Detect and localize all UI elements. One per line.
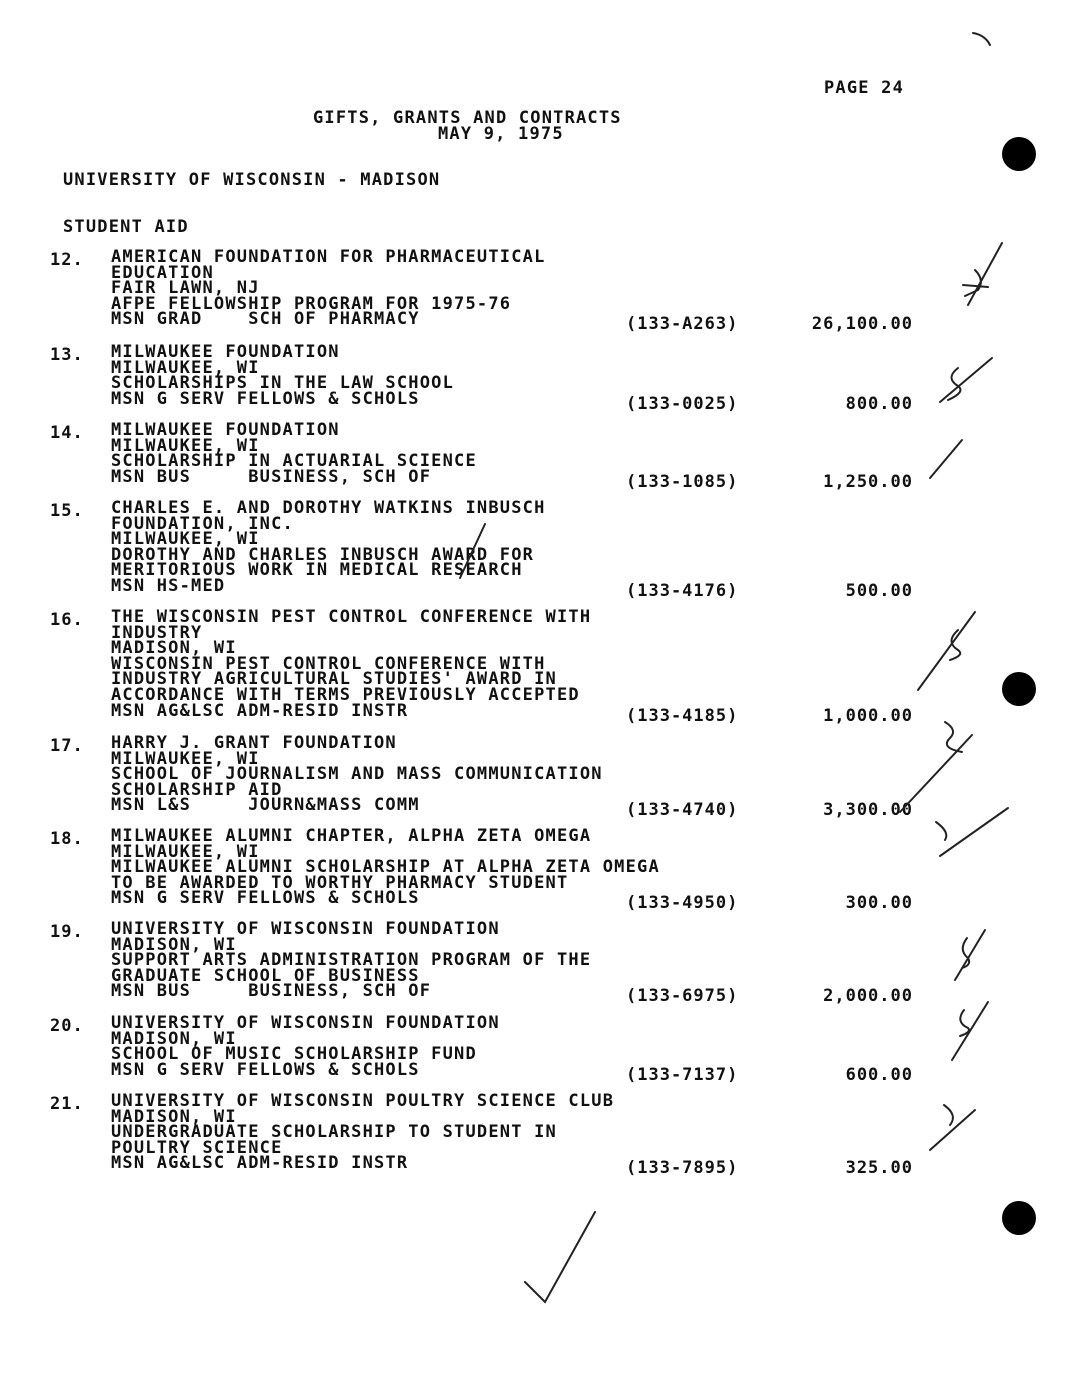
institution-name: UNIVERSITY OF WISCONSIN - MADISON — [63, 170, 441, 190]
item-line: AMERICAN FOUNDATION FOR PHARMACEUTICAL — [111, 247, 546, 267]
item-line: FAIR LAWN, NJ — [111, 278, 260, 299]
check-mark — [955, 930, 985, 980]
grant-amount: 600.00 — [845, 1064, 913, 1085]
check-mark — [973, 33, 990, 45]
item-line: MSN AG&LSC ADM-RESID INSTR — [111, 1153, 409, 1174]
item-line: SCHOLARSHIPS IN THE LAW SCHOOL — [111, 373, 455, 394]
item-number: 15. — [50, 501, 84, 521]
item-number: 20. — [50, 1016, 84, 1036]
item-line: DOROTHY AND CHARLES INBUSCH AWARD FOR — [111, 544, 535, 565]
account-number: (133-4740) — [626, 800, 739, 821]
item-line: MILWAUKEE ALUMNI SCHOLARSHIP AT ALPHA ZETA OMEGA — [111, 857, 660, 878]
check-mark — [940, 358, 992, 402]
item-line: MSN GRAD SCH OF PHARMACY — [111, 309, 420, 330]
item-line: INDUSTRY — [111, 622, 203, 643]
section-heading: STUDENT AID — [63, 217, 189, 237]
check-mark — [900, 722, 972, 812]
item-number: 13. — [50, 345, 84, 365]
item-line: MADISON, WI — [111, 1028, 237, 1049]
account-number: (133-0025) — [626, 393, 739, 414]
item-line: MSN BUS BUSINESS, SCH OF — [111, 981, 432, 1002]
item-number: 17. — [50, 736, 84, 756]
item-line: TO BE AWARDED TO WORTHY PHARMACY STUDENT — [111, 872, 569, 893]
item-line: ACCORDANCE WITH TERMS PREVIOUSLY ACCEPTED — [111, 685, 580, 705]
check-mark — [930, 1105, 975, 1150]
item-line: MSN G SERV FELLOWS & SCHOLS — [111, 1059, 420, 1080]
item-line: MILWAUKEE, WI — [111, 357, 260, 378]
check-mark — [525, 1212, 595, 1302]
check-mark — [952, 1002, 988, 1060]
binder-hole — [1002, 1201, 1036, 1235]
grant-amount: 2,000.00 — [823, 986, 913, 1007]
account-number: (133-6975) — [626, 986, 739, 1007]
item-line: SCHOOL OF JOURNALISM AND MASS COMMUNICATION — [111, 764, 603, 785]
item-line: MSN L&S JOURN&MASS COMM — [111, 795, 420, 816]
grant-amount: 800.00 — [845, 393, 913, 414]
item-number: 19. — [50, 922, 84, 942]
grant-amount: 1,000.00 — [823, 705, 913, 726]
check-mark — [918, 612, 975, 690]
item-number: 18. — [50, 829, 84, 849]
item-line: MILWAUKEE FOUNDATION — [111, 342, 340, 362]
item-line: MSN HS-MED — [111, 576, 226, 596]
item-number: 12. — [50, 250, 84, 270]
grant-amount: 26,100.00 — [811, 314, 913, 335]
account-number: (133-4176) — [626, 581, 739, 601]
item-line: UNIVERSITY OF WISCONSIN FOUNDATION — [111, 1013, 500, 1033]
item-line: AFPE FELLOWSHIP PROGRAM FOR 1975-76 — [111, 293, 512, 314]
item-line: MADISON, WI — [111, 638, 237, 659]
grant-amount: 1,250.00 — [823, 471, 913, 492]
item-line: MILWAUKEE, WI — [111, 841, 260, 862]
binder-hole — [1002, 137, 1036, 171]
account-number: (133-7137) — [626, 1064, 739, 1085]
item-line: UNIVERSITY OF WISCONSIN FOUNDATION — [111, 919, 500, 939]
item-line: SCHOLARSHIP IN ACTUARIAL SCIENCE — [111, 451, 477, 472]
item-number: 14. — [50, 423, 84, 443]
grant-amount: 325.00 — [845, 1158, 913, 1179]
account-number: (133-7895) — [626, 1158, 739, 1179]
item-line: MADISON, WI — [111, 1106, 237, 1127]
item-line: MSN AG&LSC ADM-RESID INSTR — [111, 700, 409, 721]
item-line: MILWAUKEE, WI — [111, 529, 260, 550]
check-mark — [963, 243, 1002, 305]
item-number: 16. — [50, 610, 84, 630]
item-line: UNDERGRADUATE SCHOLARSHIP TO STUDENT IN — [111, 1122, 557, 1143]
item-line: MADISON, WI — [111, 934, 237, 955]
document-date: MAY 9, 1975 — [438, 124, 564, 144]
check-mark — [936, 808, 1008, 856]
item-number: 21. — [50, 1094, 84, 1114]
item-line: MSN G SERV FELLOWS & SCHOLS — [111, 888, 420, 909]
item-line: MSN BUS BUSINESS, SCH OF — [111, 466, 432, 487]
account-number: (133-1085) — [626, 471, 739, 492]
page-number: PAGE 24 — [824, 78, 905, 98]
account-number: (133-4950) — [626, 893, 739, 914]
item-line: GRADUATE SCHOOL OF BUSINESS — [111, 965, 420, 986]
item-line: EDUCATION — [111, 262, 214, 283]
item-line: SCHOOL OF MUSIC SCHOLARSHIP FUND — [111, 1044, 477, 1065]
item-line: INDUSTRY AGRICULTURAL STUDIES' AWARD IN — [111, 669, 557, 690]
grant-amount: 3,300.00 — [823, 800, 913, 821]
item-line: MILWAUKEE ALUMNI CHAPTER, ALPHA ZETA OMEGA — [111, 826, 592, 846]
account-number: (133-4185) — [626, 705, 739, 726]
item-line: MILWAUKEE FOUNDATION — [111, 420, 340, 440]
item-line: POULTRY SCIENCE — [111, 1137, 283, 1158]
binder-hole — [1002, 672, 1036, 706]
item-line: MILWAUKEE, WI — [111, 748, 260, 769]
item-line: SUPPORT ARTS ADMINISTRATION PROGRAM OF THE — [111, 950, 592, 971]
item-line: WISCONSIN PEST CONTROL CONFERENCE WITH — [111, 653, 546, 674]
item-line: HARRY J. GRANT FOUNDATION — [111, 733, 397, 753]
account-number: (133-A263) — [626, 314, 739, 335]
item-line: MILWAUKEE, WI — [111, 435, 260, 456]
document-title: GIFTS, GRANTS AND CONTRACTS — [313, 108, 622, 128]
item-line: THE WISCONSIN PEST CONTROL CONFERENCE WITH — [111, 607, 592, 627]
item-line: MSN G SERV FELLOWS & SCHOLS — [111, 388, 420, 409]
check-mark — [930, 440, 962, 478]
item-line: FOUNDATION, INC. — [111, 513, 294, 534]
item-line: SCHOLARSHIP AID — [111, 779, 283, 800]
item-line: MERITORIOUS WORK IN MEDICAL RESEARCH — [111, 560, 523, 581]
grant-amount: 300.00 — [845, 893, 913, 914]
grant-amount: 500.00 — [845, 581, 913, 601]
item-line: CHARLES E. AND DOROTHY WATKINS INBUSCH — [111, 498, 546, 518]
item-line: UNIVERSITY OF WISCONSIN POULTRY SCIENCE CLUB — [111, 1091, 615, 1111]
